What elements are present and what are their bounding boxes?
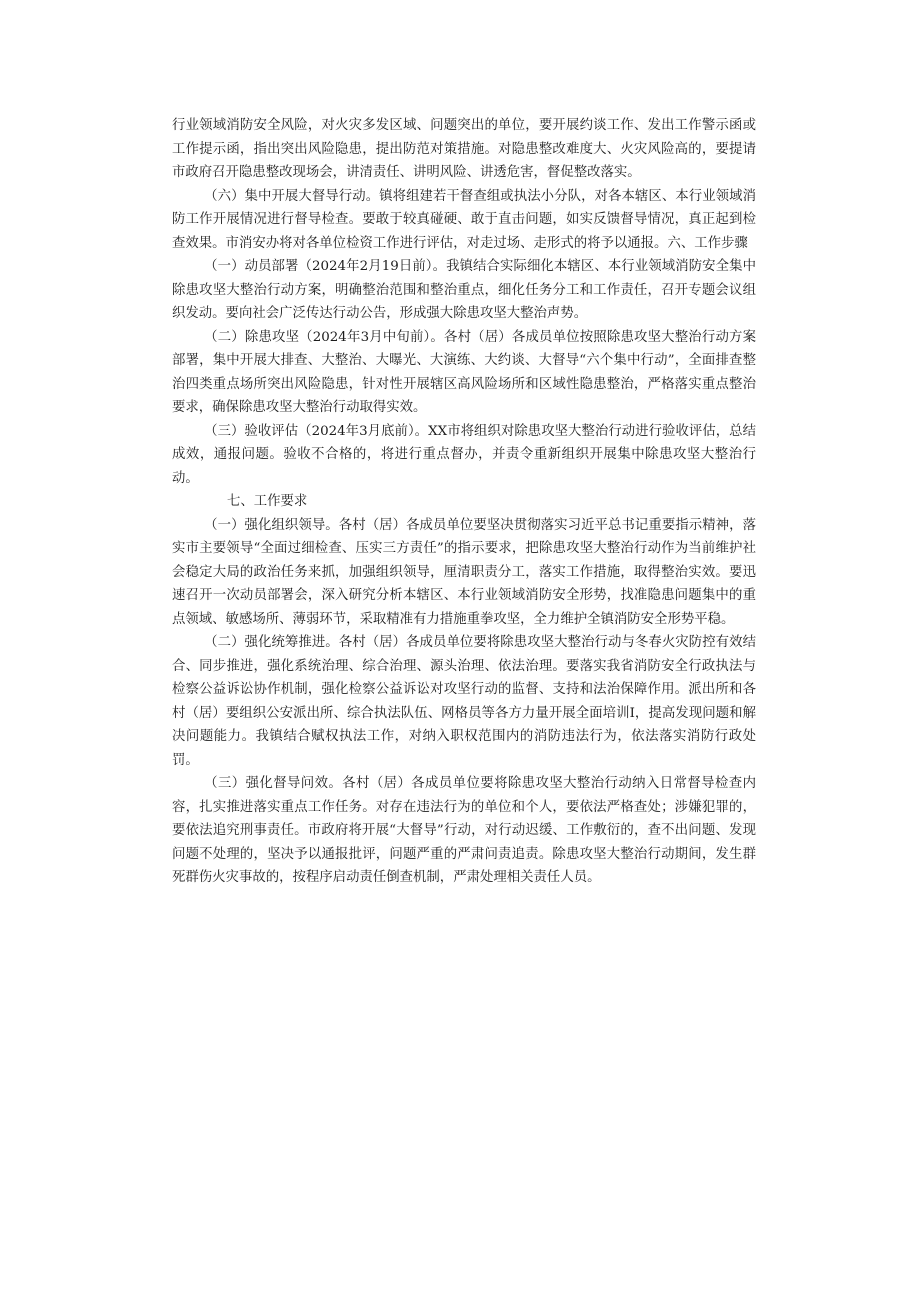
- paragraph-requirement-coordination: （二）强化统筹推进。各村（居）各成员单位要将除患攻坚大整治行动与冬春火灾防控有效结合、同步推进，强化系统治理、综合治理、源头治理、依法治理。要落实我省消防安全行政执法与检察公益诉讼协作机制，强化检察公益诉讼对攻坚行动的监督、支持和法治保障作用。派出所和各村（居）要组织公安派出所、综合执法队伍、网格员等各方力量开展全面培训I，提高发现问题和解决问题能力。我镇结合赋权执法工作，对纳入职权范围内的消防违法行为，依法落实消防行政处罚。: [172, 635, 756, 768]
- paragraph-supervision-action: （六）集中开展大督导行动。镇将组建若干督查组或执法小分队，对各本辖区、本行业领域消防工作开展情况进行督导检查。要敢于较真碰硬、敢于直击问题，如实反馈督导情况，真正起到检查效果。市消安办将对各单位检资工作进行评估，对走过场、走形式的将予以通报。六、工作步骤: [172, 188, 756, 251]
- paragraph-step-rectification: （二）除患攻坚（2024年3月中旬前）。各村（居）各成员单位按照除患攻坚大整治行动方案部署，集中开展大排查、大整治、大曝光、大演练、大约谈、大督导“六个集中行动”，全面排查整治四类重点场所突出风险隐患，针对性开展辖区高风险场所和区域性隐患整治，严格落实重点整治要求，确保除患攻坚大整治行动取得实效。: [172, 329, 756, 415]
- paragraph-risk-continuation: 行业领域消防安全风险，对火灾多发区域、问题突出的单位，要开展约谈工作、发出工作警示函或工作提示函，指出突出风险隐患，提出防范对策措施。对隐患整改难度大、火灾风险高的，要提请市政府召开隐患整改现场会，讲清责任、讲明风险、讲透危害，督促整改落实。: [172, 118, 756, 180]
- paragraph-requirement-leadership: （一）强化组织领导。各村（居）各成员单位要坚决贯彻落实习近平总书记重要指示精神，落实市主要领导“全面过细检查、压实三方责任”的指示要求，把除患攻坚大整治行动作为当前维护社会稳定大局的政治任务来抓，加强组织领导，厘清职责分工，落实工作措施，取得整治实效。要迅速召开一次动员部署会，深入研究分析本辖区、本行业领域消防安全形势，找准隐患问题集中的重点领域、敏感场所、薄弱环节，采取精准有力措施重拳攻坚，全力维护全镇消防安全形势平稳。: [172, 517, 756, 627]
- paragraph-step-acceptance: （三）验收评估（2024年3月底前）。XX市将组织对除患攻坚大整治行动进行验收评估，总结成效，通报问题。验收不合格的，将进行重点督办，并责令重新组织开展集中除患攻坚大整治行动。: [172, 423, 756, 486]
- paragraph-step-mobilization: （一）动员部署（2024年2月19日前）。我镇结合实际细化本辖区、本行业领域消防安全集中除患攻坚大整治行动方案，明确整治范围和整治重点，细化任务分工和工作责任，召开专题会议组织发动。要向社会广泛传达行动公告，形成强大除患攻坚大整治声势。: [172, 259, 756, 321]
- paragraph-requirement-supervision: （三）强化督导问效。各村（居）各成员单位要将除患攻坚大整治行动纳入日常督导检查内容，扎实推进落实重点工作任务。对存在违法行为的单位和个人，要依法严格查处；涉嫌犯罪的，要依法追究刑事责任。市政府将开展“大督导”行动，对行动迟缓、工作敷衍的，查不出问题、发现问题不处理的，坚决予以通报批评，问题严重的严肃问责追责。除患攻坚大整治行动期间，发生群死群伤火灾事故的，按程序启动责任倒查机制，严肃处理相关责任人员。: [172, 776, 756, 885]
- section-heading-requirements: 七、工作要求: [226, 494, 308, 509]
- document-body: [172, 114, 756, 890]
